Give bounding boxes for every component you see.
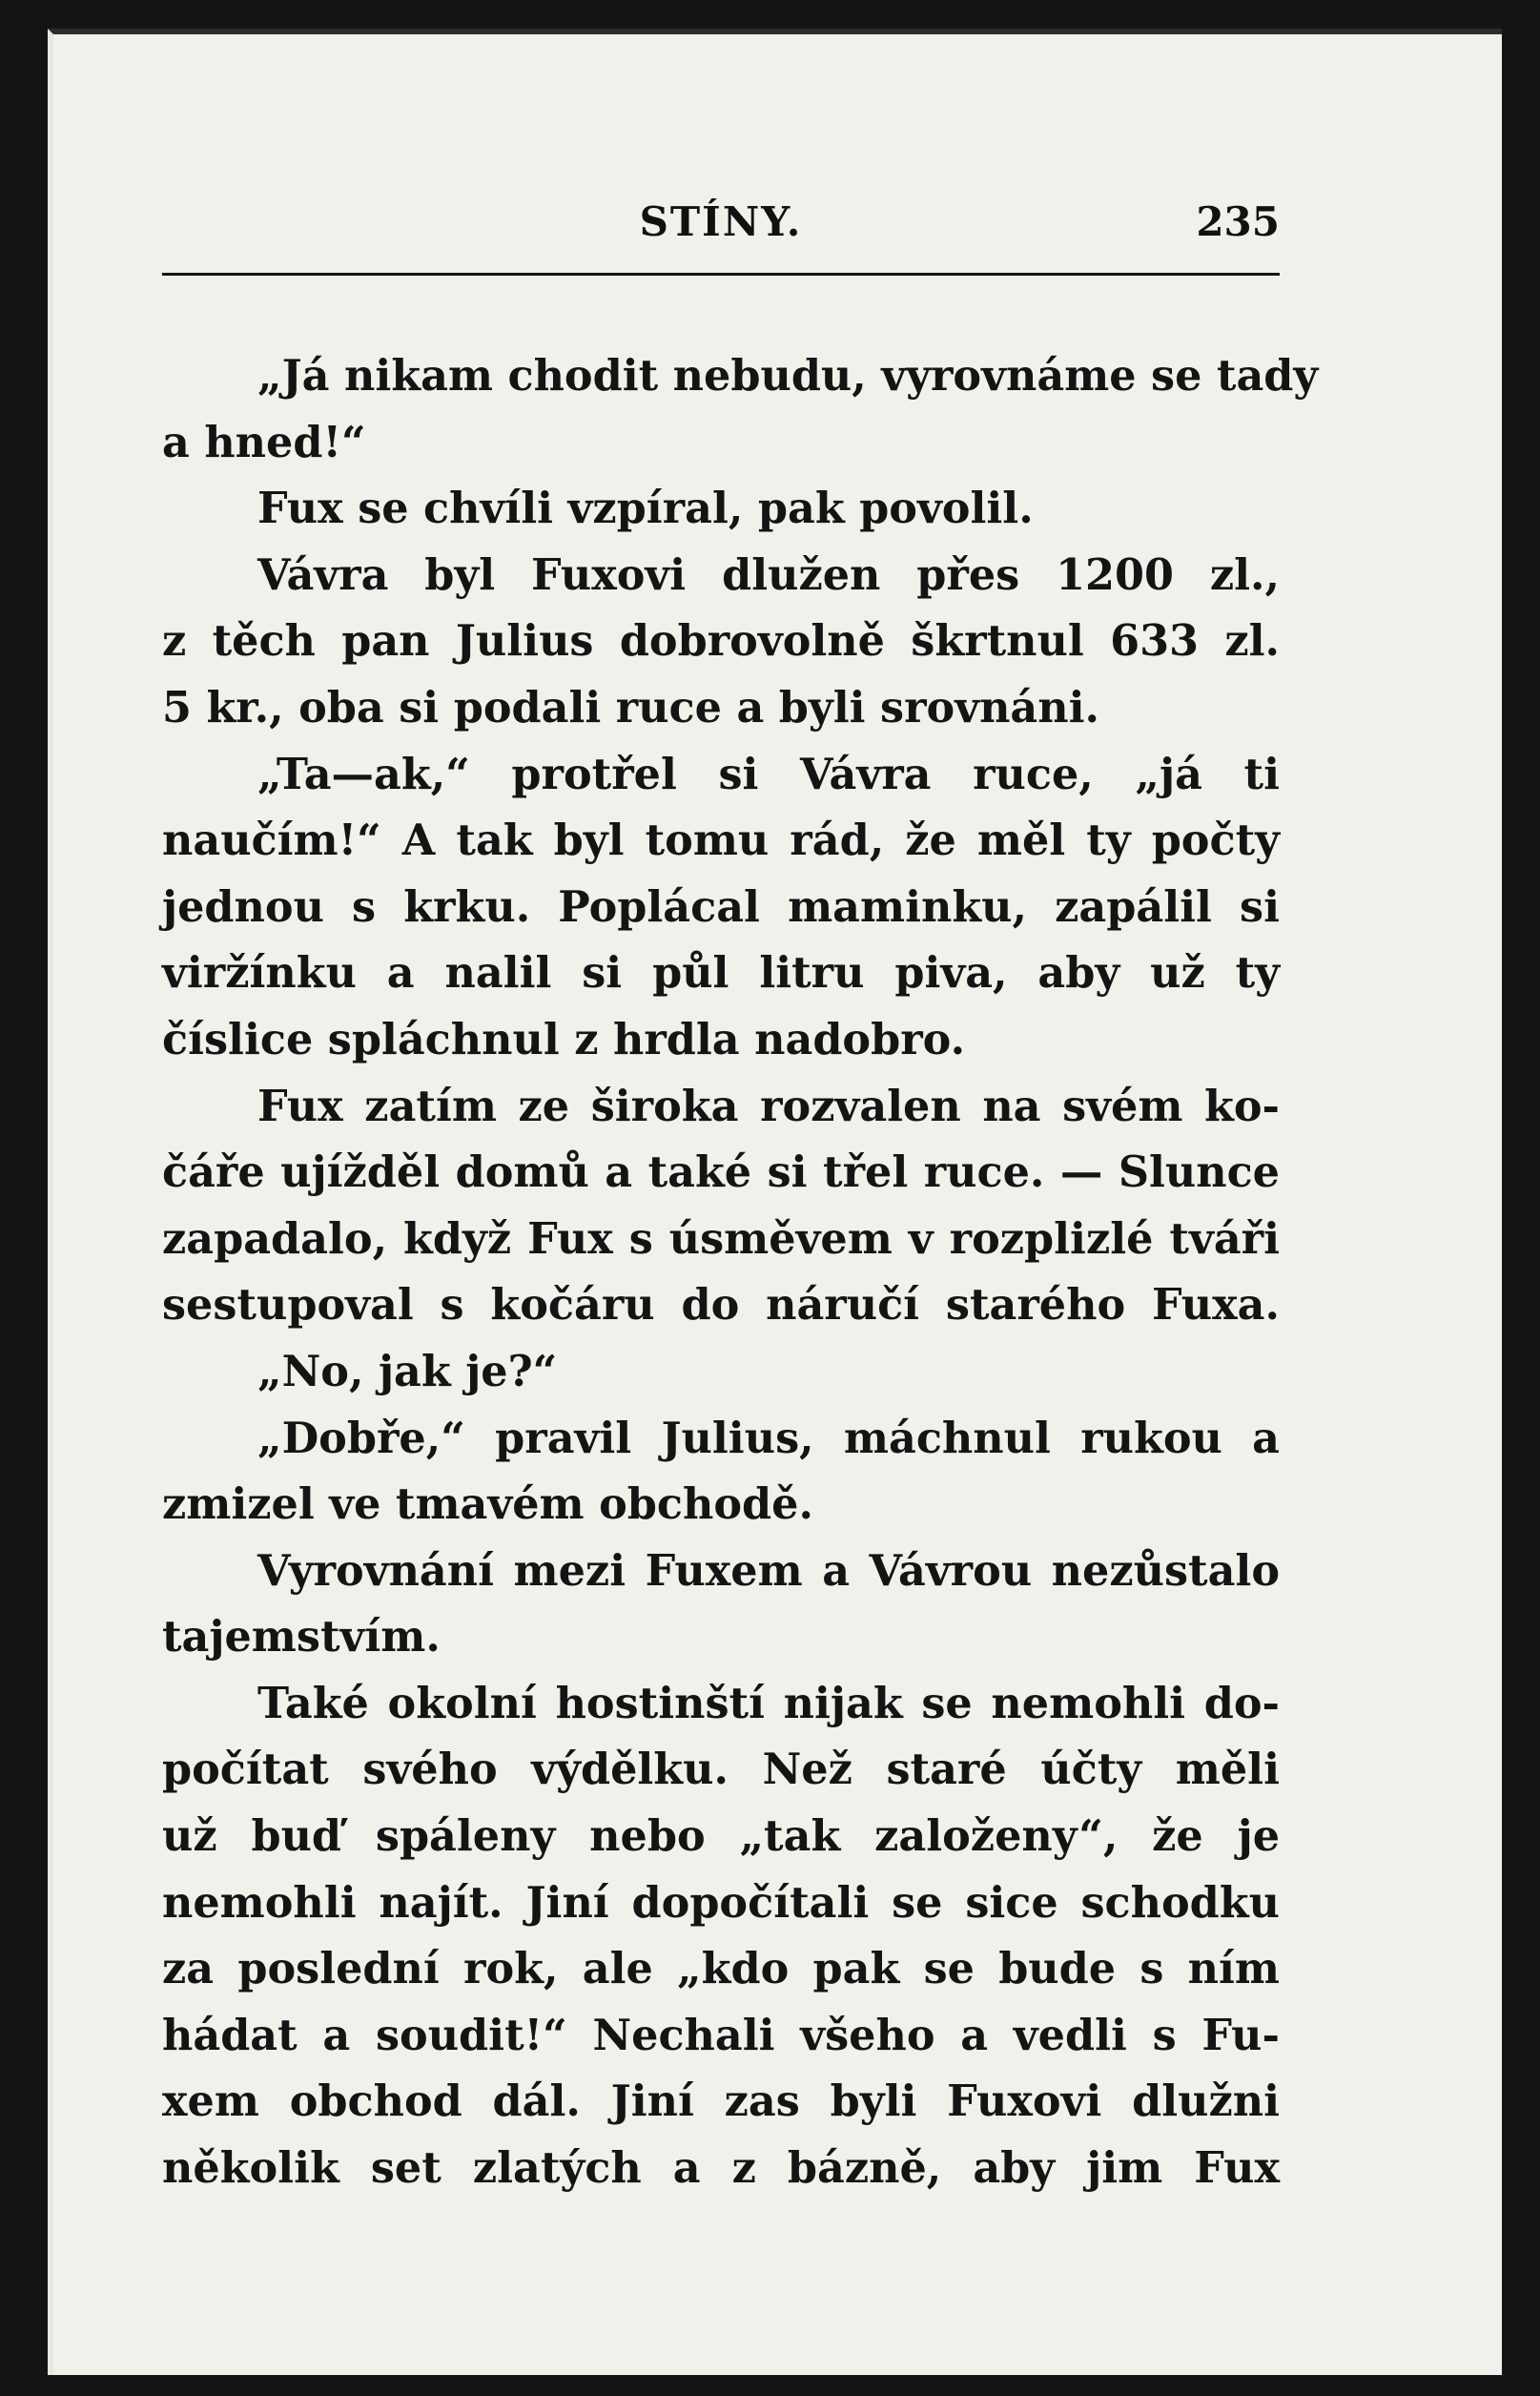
text-line: tajemstvím. (162, 1612, 441, 1663)
text-line: sestupoval s kočáru do náručí starého Fuxa. (162, 1280, 1280, 1331)
text-line: viržínku a nalil si půl litru piva, aby už ty (162, 948, 1280, 999)
text-line: z těch pan Julius dobrovolně škrtnul 633 zl. (162, 616, 1280, 667)
text-line: už buď spáleny nebo „tak založeny“, že je (162, 1811, 1280, 1862)
text-line: Také okolní hostinští nijak se nemohli do- (257, 1678, 1280, 1728)
text-line: naučím!“ A tak byl tomu rád, že měl ty počty (162, 816, 1280, 866)
header-rule (162, 273, 1280, 276)
text-line: za poslední rok, ale „kdo pak se bude s ním (162, 1944, 1280, 1994)
text-line: nemohli najít. Jiní dopočítali se sice schodku (162, 1877, 1280, 1928)
text-line: číslice spláchnul z hrdla nadobro. (162, 1014, 966, 1064)
body-text (162, 343, 1319, 2202)
text-line: a hned!“ (162, 417, 366, 467)
text-line: zapadalo, když Fux s úsměvem v rozplizlé tváři (162, 1213, 1280, 1264)
text-line: jednou s krku. Poplácal maminku, zapálil si (162, 881, 1280, 932)
text-line: „Ta—ak,“ protřel si Vávra ruce, „já ti (257, 749, 1280, 799)
page-number: 235 (1196, 198, 1280, 245)
running-title: STÍNY. (639, 198, 803, 245)
text-line: xem obchod dál. Jiní zas byli Fuxovi dlužni (162, 2076, 1280, 2127)
text-line: čáře ujížděl domů a také si třel ruce. — Slunce (162, 1147, 1280, 1198)
text-line: několik set zlatých a z bázně, aby jim Fux (162, 2143, 1280, 2194)
text-line: „Dobře,“ pravil Julius, máchnul rukou a (257, 1413, 1280, 1463)
page-header (162, 189, 1280, 256)
text-line: „Já nikam chodit nebudu, vyrovnáme se tady (257, 351, 1319, 401)
text-line: počítat svého výdělku. Než staré účty měli (162, 1745, 1280, 1795)
text-line: Fux zatím ze široka rozvalen na svém ko- (257, 1081, 1280, 1131)
text-line: Vávra byl Fuxovi dlužen přes 1200 zl., (257, 549, 1280, 600)
text-line: hádat a soudit!“ Nechali všeho a vedli s Fu- (162, 2010, 1280, 2060)
text-line: zmizel ve tmavém obchodě. (162, 1479, 813, 1530)
text-line: 5 kr., oba si podali ruce a byli srovnáni. (162, 682, 1100, 733)
text-line: Fux se chvíli vzpíral, pak povolil. (257, 484, 1034, 534)
text-line: Vyrovnání mezi Fuxem a Vávrou nezůstalo (257, 1545, 1280, 1596)
text-line: „No, jak je?“ (257, 1346, 558, 1396)
